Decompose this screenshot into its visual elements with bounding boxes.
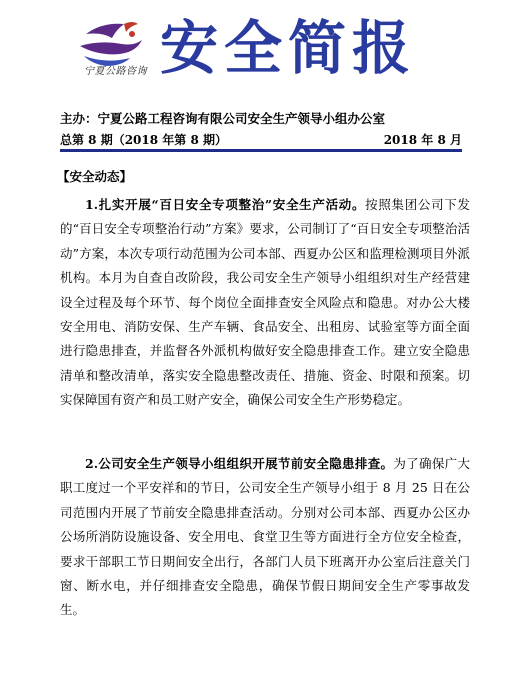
article-paragraph (60, 193, 470, 413)
section-title: 【安全动态】 (57, 169, 133, 184)
article-paragraph (60, 452, 470, 623)
sponsor-line: 主办：宁夏公路工程咨询有限公司安全生产领导小组办公室 (60, 111, 386, 126)
logo-text: 宁夏公路咨询 (84, 66, 147, 77)
header-divider (60, 149, 462, 152)
article-body: 按照集团公司下发的“百日安全专项整治行动”方案》要求，公司制订了“百日安全专项整治活动”方案，本次专项行动范围为公司本部、西夏办公区和监理检测项目外派机构。本月为自查自改阶段，我公司安全生产领导小组组织对生产经营建设全过程及每个环节、每个岗位全面排查安全风险点和隐患。对办公大楼安全用电、消防安保、生产车辆、食品安全、出租房、试验室等方面全面进行隐患排查，并监督各外派机构做好安全隐患排查工作。建立安全隐患清单和整改清单，落实安全隐患整改责任、措施、资金、时限和预案。切实保障国有资产和员工财产安全，确保公司安全生产形势稳定。 (60, 197, 470, 408)
article-heading: 1.扎实开展“百日安全专项整治”安全生产活动。 (85, 197, 366, 212)
issue-number: 总第 8 期（2018 年第 8 期） (60, 133, 227, 147)
masthead-title: 安全简报 (160, 14, 417, 82)
issue-date: 2018 年 8 月 (383, 133, 462, 147)
article-heading: 2.公司安全生产领导小组组织开展节前安全隐患排查。 (85, 456, 394, 471)
article-body: 为了确保广大职工度过一个平安祥和的节日，公司安全生产领导小组于 8 月 25 日在公司范围内开展了节前安全隐患排查活动。分别对公司本部、西夏办公区办公场所消防设施设备、安全用电、食堂卫生等方面进行全方位安全检查，要求干部职工节日期间安全出行，各部门人员下班离开办公室后注意关门窗、断水电，并仔细排查安全隐患，确保节假日期间安全生产零事故发生。 (60, 456, 470, 618)
